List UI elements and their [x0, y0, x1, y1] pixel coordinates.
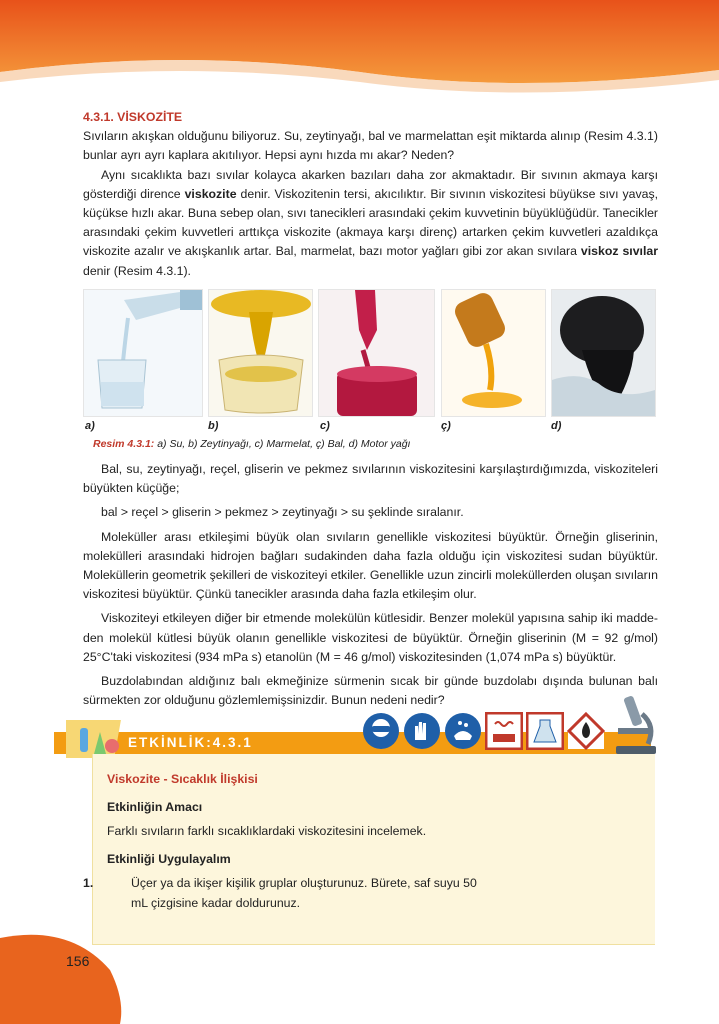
paragraph-comparison: Bal, su, zeytinyağı, reçel, gliserin ve pekmez sıvılarının viskozitesini karşılaştırdığımızda, viskoziteleri büyükten küçüğe; [83, 462, 658, 496]
activity-subtitle: Viskozite - Sıcaklık İlişkisi [107, 772, 258, 786]
figure-caption [93, 435, 658, 454]
step-text: Üçer ya da ikişer kişilik gruplar oluşturunuz. Bürete, saf suyu 50 mL çizgisine kadar doldurunuz. [131, 876, 477, 910]
section-heading: 4.3.1. VİSKOZİTE [83, 110, 183, 124]
bold-term-viscosity: viskozite [184, 186, 237, 201]
main-content [83, 108, 658, 710]
activity-step-1 [83, 874, 491, 913]
paragraph-question: Buzdolabından aldığınız balı ekmeğinize sürmenin sıcak bir günde buzdolabı dışında bulunan balı sürmekten zor olduğunu gözlemlemişsinizdir. Bunun nedeni nedir? [83, 674, 658, 708]
paragraph-viscosity-definition [83, 166, 658, 281]
goggles-icon [362, 712, 400, 750]
hand-wash-icon [444, 712, 482, 750]
photo-marmalade [318, 289, 435, 417]
caption-text: a) Su, b) Zeytinyağı, c) Marmelat, ç) Bal, d) Motor yağı [154, 437, 411, 450]
step-number: 1. [83, 876, 94, 890]
header-wave-band [0, 0, 719, 95]
figure-label-d: d) [551, 419, 562, 432]
paragraph-molecular-mass: Viskoziteyi etkileyen diğer bir etmende molekülün kütlesidir. Benzer molekül yapısına sahip iki maddeden molekül kütlesi büyük olanın genellikle viskozitesi de büyüktür. Örneğin gliserinin (M = 92 g/mol) 25°C'taki viskozitesi (934 mPa s) etanolün (M = 46 g/mol) viskozitesinden (1,074 mPa s) büyüktür. [83, 611, 658, 664]
photo-honey [441, 289, 546, 417]
paragraph-intro: Sıvıların akışkan olduğunu biliyoruz. Su, zeytinyağı, bal ve marmelattan eşit miktarda alınıp (Resim 4.3.1) bunlar ayrı ayrı kaplara akıtılıyor. Hepsi aynı hızda mı akar? Neden? [83, 129, 658, 163]
flammable-icon [567, 712, 605, 750]
activity-title: ETKİNLİK:4.3.1 [128, 735, 253, 750]
microscope-icon [610, 692, 660, 756]
figure-label-c: c) [320, 419, 330, 432]
photo-motor-oil [551, 289, 656, 417]
text-fragment: denir (Resim 4.3.1). [83, 263, 191, 278]
activity-apply-heading: Etkinliği Uygulayalım [107, 851, 231, 866]
activity-aim-heading: Etkinliğin Amacı [107, 799, 203, 814]
glassware-icon [526, 712, 564, 750]
gloves-icon [403, 712, 441, 750]
hot-surface-icon [485, 712, 523, 750]
text-fragment: denir. Viskozitenin tersi, akıcılıktır. Bir sıvının viskozitesi büyükse sıvı yavaş, küçükse hızlı akar. Buna sebep olan, sıvı tanecikleri arasındaki çekim kuvvetinin büyüklüğüdür. Tanecikler arasındaki çekim kuvvetleri arttıkça viskozite (akmaya karşı direnç) artarken çekim kuvvetleri azaldıkça viskozite azalır ve akışkanlık artar. Bal, marmelat, bazı motor yağları gibi zor akan sıvılara [83, 186, 659, 259]
photo-water [83, 289, 203, 417]
text-fragment: Aynı sıcaklıkta bazı sıvılar kolayca akarken bazıları daha zor akmaktadır. Bir sıvının akmaya karşı gösterdiği dirence [83, 167, 658, 201]
activity-glassware-icon [66, 714, 126, 758]
figure-label-b: b) [208, 419, 219, 432]
paragraph-intermolecular: Moleküller arası etkileşimi büyük olan sıvıların genellikle viskozitesi büyüktür. Örneğin gliserinin, molekülleri arasındaki hidrojen bağları sudakinden daha fazla olduğu için viskozitesi sudan büyüktür. Moleküllerin geometrik şekilleri de viskoziteyi etkiler. Genellikle uzun zincirli moleküllerden oluşan sıvıların viskozitesi büyüktür. Çünkü tanecikler arasında daha fazla etkileşim olur. [83, 529, 658, 602]
activity-aim-text: Farklı sıvıların farklı sıcaklıklardaki viskozitesini incelemek. [107, 824, 427, 838]
photo-olive-oil [208, 289, 313, 417]
figure-label-c-cedilla: ç) [441, 419, 451, 432]
page-number-blob [0, 930, 125, 1024]
figure-liquids [83, 289, 658, 433]
activity-content [83, 770, 647, 913]
bold-term-viscous-liquids: viskoz sıvılar [580, 244, 658, 259]
figure-label-a: a) [85, 419, 95, 432]
page-number: 156 [66, 953, 90, 969]
caption-label: Resim 4.3.1: [93, 437, 155, 450]
paragraph-ordering: bal > reçel > gliserin > pekmez > zeytinyağı > su şeklinde sıralanır. [101, 505, 464, 520]
